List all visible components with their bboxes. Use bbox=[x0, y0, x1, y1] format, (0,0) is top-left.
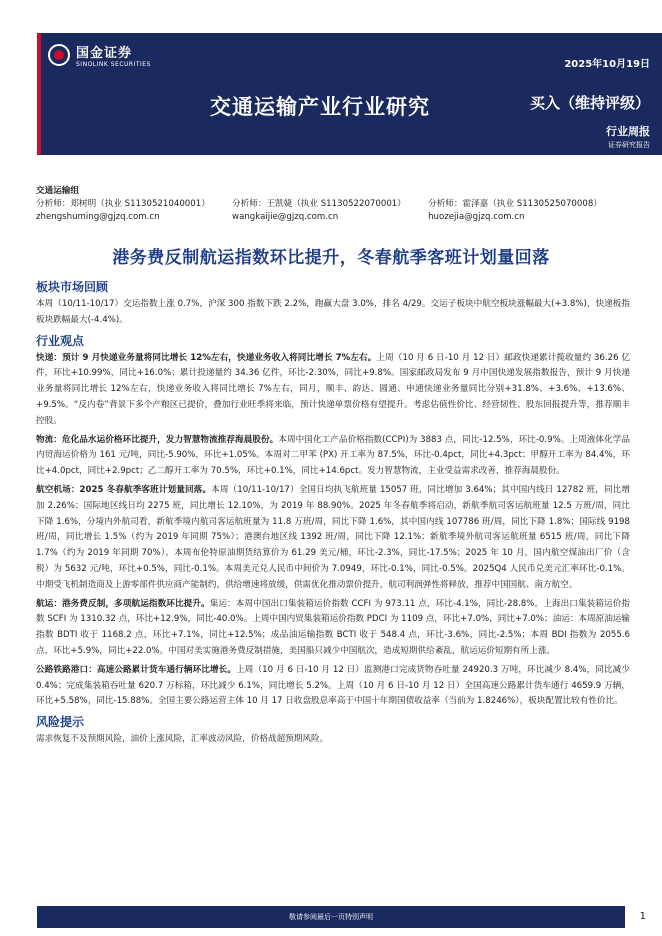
view-paragraph-express bbox=[36, 351, 630, 430]
main-title: 港务费反制航运指数环比提升，冬春航季客班计划量回落 bbox=[112, 248, 550, 268]
paragraph-lead: 公路铁路港口：高速公路累计货车通行辆环比增长。 bbox=[36, 664, 237, 675]
paragraph-lead: 航运：港务费反制，多项航运指数环比提升。 bbox=[36, 598, 210, 609]
logo-cn: 国金证券 bbox=[76, 46, 133, 61]
paragraph-text: 本周（10/11-10/17）全国日均执飞航班量 15057 班，同比增加 3.64%；其中国内线日 12782 班，同比增加 2.26%；国际地区线日均 2275 班，同比增长 12.10%，为 2019 年 88.90%。2025 年冬春航季将启动，新航季航司客运航班量 12.5 万班/周，同比下降 1.6%，分境内外航司看，新航季境内航司客运航班量为 11.8 万班/周，同比下降 1.6%，其中国内线 107786 班/周，同比下降 1.8%；国际线 9198 班/周，同比增长 1.5%（约为 2019 年同期 75%）；港澳台地区线 1392 班/周，同比下降 12.1%；新航季境外航司客运航班量 6515 班/周，同比下降 1.7%（约为 2019 年同期 70%）。本周布伦特原油期货结算价为 61.29 美元/桶，环比-2.3%，同比-17.5%；2025 年 10 月，国内航空煤油出厂价（含税）为 5632 元/吨，环比+0.5%，同比-0.1%。本周美元兑人民币中间价为 7.0949，环比-0.1%，同比-0.5%。2025Q4 人民币兑美元汇率环比-0.1%。中期受飞机制造商及上游零部件供应商产能制约，供给增速将放缓，供需优化推动票价提升，航司利润弹性将释放，推荐中国国航、南方航空。 bbox=[36, 484, 630, 590]
analyst-email[interactable]: huozejia@gjzq.com.cn bbox=[428, 212, 525, 222]
risk-text: 需求恢复不及预期风险，油价上涨风险，汇率波动风险，价格战超预期风险。 bbox=[36, 734, 329, 745]
paragraph-text: 本周中国化工产品价格指数(CCPI)为 3883 点，同比-12.5%，环比-0.9%。上周液体化学品内贸海运价格为 161 元/吨，同比-5.90%，环比+1.05%。本周对二甲苯 (PX) 开工率为 87.5%，环比-0.4pct，同比+4.3pct；甲醇开工率为 84.4%，环比+4.0pct，同比+2.9pct；乙二醇开工率为 70.5%，环比+0.1%，同比+14.6pct。发力智慧物流，主业受益需求改善，推荐海晨股份。 bbox=[36, 434, 630, 477]
analyst-names-row bbox=[36, 198, 636, 211]
rating-label: 买入（维持评级） bbox=[529, 94, 650, 112]
logo-en: SINOLINK SECURITIES bbox=[76, 61, 151, 68]
market-review-text: 本周（10/11-10/17）交运指数上涨 0.7%，沪深 300 指数下跌 2.2%，跑赢大盘 3.0%，排名 4/29。交运子板块中航空板块涨幅最大(+3.8%)，快递板指板块跌幅最大(-4.4%)。 bbox=[36, 299, 630, 325]
section-heading-risk: 风险提示 bbox=[36, 715, 85, 730]
view-paragraph-logistics bbox=[36, 433, 630, 480]
report-body bbox=[36, 278, 630, 751]
page-number: 1 bbox=[639, 911, 646, 922]
company-logo bbox=[48, 42, 151, 68]
paragraph-text: 上周（10 月 6 日-10 月 12 日）监测港口完成货物吞吐量 24920.3 万吨，环比减少 8.4%，同比减少 0.4%；完成集装箱吞吐量 620.7 万标箱，环比减少 6.1%，同比增长 5.2%。上周（10 月 6 日-10 月 12 日）全国高速公路累计货车通行 4659.9 万辆，环比+5.58%，同比-15.88%。全国主要公路运营主体 10 月 17 日收盘股息率高于中国十年期国债收益率（当前为 1.8246%），板块配置比较有性价比。 bbox=[36, 664, 630, 707]
report-type: 行业周报 bbox=[606, 125, 650, 138]
section-heading-view: 行业观点 bbox=[36, 333, 85, 348]
analyst-name: 分析师：郑树明（执业 S1130521040001） bbox=[36, 199, 210, 209]
report-industry-title: 交通运输产业行业研究 bbox=[210, 95, 430, 119]
logo-mark-icon bbox=[48, 44, 70, 66]
view-paragraph-shipping bbox=[36, 597, 630, 660]
report-date: 2025年10月19日 bbox=[564, 59, 650, 70]
footer-disclaimer[interactable]: 敬请参阅最后一页特别声明 bbox=[289, 913, 373, 921]
paragraph-text: 上周（10 月 6 日-10 月 12 日）邮政快递累计揽收量约 36.26 亿件，环比+10.99%，同比+16.0%；累计投递量约 34.36 亿件，环比-2.30%，同比+9.8%。国家邮政局发布 9 月中国快递发展指数报告，预计 9 月快递业务量将同比增长 12%左右，快递业务收入将同比增长 7%左右，同月，顺丰、韵达、圆通、申通快递业务量同比分别+31.8%、+3.6%、+13.6%、+9.5%。“反内卷”背景下多个产粮区已提价，叠加行业旺季将来临，预计快递单票价格有望提升。考虑估值性价比、经营韧性、股东回报提升等，推荐顺丰控股。 bbox=[36, 352, 630, 426]
view-paragraph-road-rail-port bbox=[36, 663, 630, 710]
view-paragraph-aviation bbox=[36, 483, 630, 594]
analyst-emails-row bbox=[36, 211, 636, 224]
report-subtype: 证券研究报告 bbox=[608, 141, 650, 149]
paragraph-lead: 快递：预计 9 月快递业务量将同比增长 12%左右，快递业务收入将同比增长 7%左右。 bbox=[36, 352, 377, 363]
report-header bbox=[0, 0, 662, 172]
analyst-name: 分析师：王凯婕（执业 S1130522070001） bbox=[232, 199, 406, 209]
paragraph-lead: 物流：危化品水运价格环比提升，发力智慧物流推荐海晨股份。 bbox=[36, 434, 279, 445]
logo-text bbox=[76, 42, 151, 68]
analyst-name: 分析师：霍泽嘉（执业 S1130525070008） bbox=[428, 199, 602, 209]
analyst-info bbox=[36, 185, 636, 224]
paragraph-text: 集运：本周中国出口集装箱运价指数 CCFI 为 973.11 点，环比-4.1%，同比-28.8%。上海出口集装箱运价指数 SCFI 为 1310.32 点，环比+12.9%，同比-40.0%。上周中国内贸集装箱运价指数 PDCI 为 1109 点，环比+7.0%，同比+7.0%；油运：本周原油运输指数 BDTI 收于 1168.2 点，环比+7.1%，同比+12.5%；成品油运输指数 BCTI 收于 548.4 点，环比-3.6%，同比-2.5%；本周 BDI 指数为 2055.6 点，环比+5.9%，同比+22.0%。中国对美实施港务费反制措施，美国船只减少中国航次，造成短期供给紊乱，航运运价短期有所上涨。 bbox=[36, 598, 630, 656]
paragraph-lead: 航空机场：2025 冬春航季客班计划量回落。 bbox=[36, 484, 212, 495]
page-footer bbox=[37, 906, 625, 928]
analyst-email[interactable]: wangkaijie@gjzq.com.cn bbox=[232, 212, 339, 222]
analyst-group: 交通运输组 bbox=[36, 186, 79, 196]
header-accent-strip bbox=[37, 33, 41, 155]
analyst-email[interactable]: zhengshuming@gjzq.com.cn bbox=[36, 212, 160, 222]
section-heading-market: 板块市场回顾 bbox=[36, 280, 109, 294]
